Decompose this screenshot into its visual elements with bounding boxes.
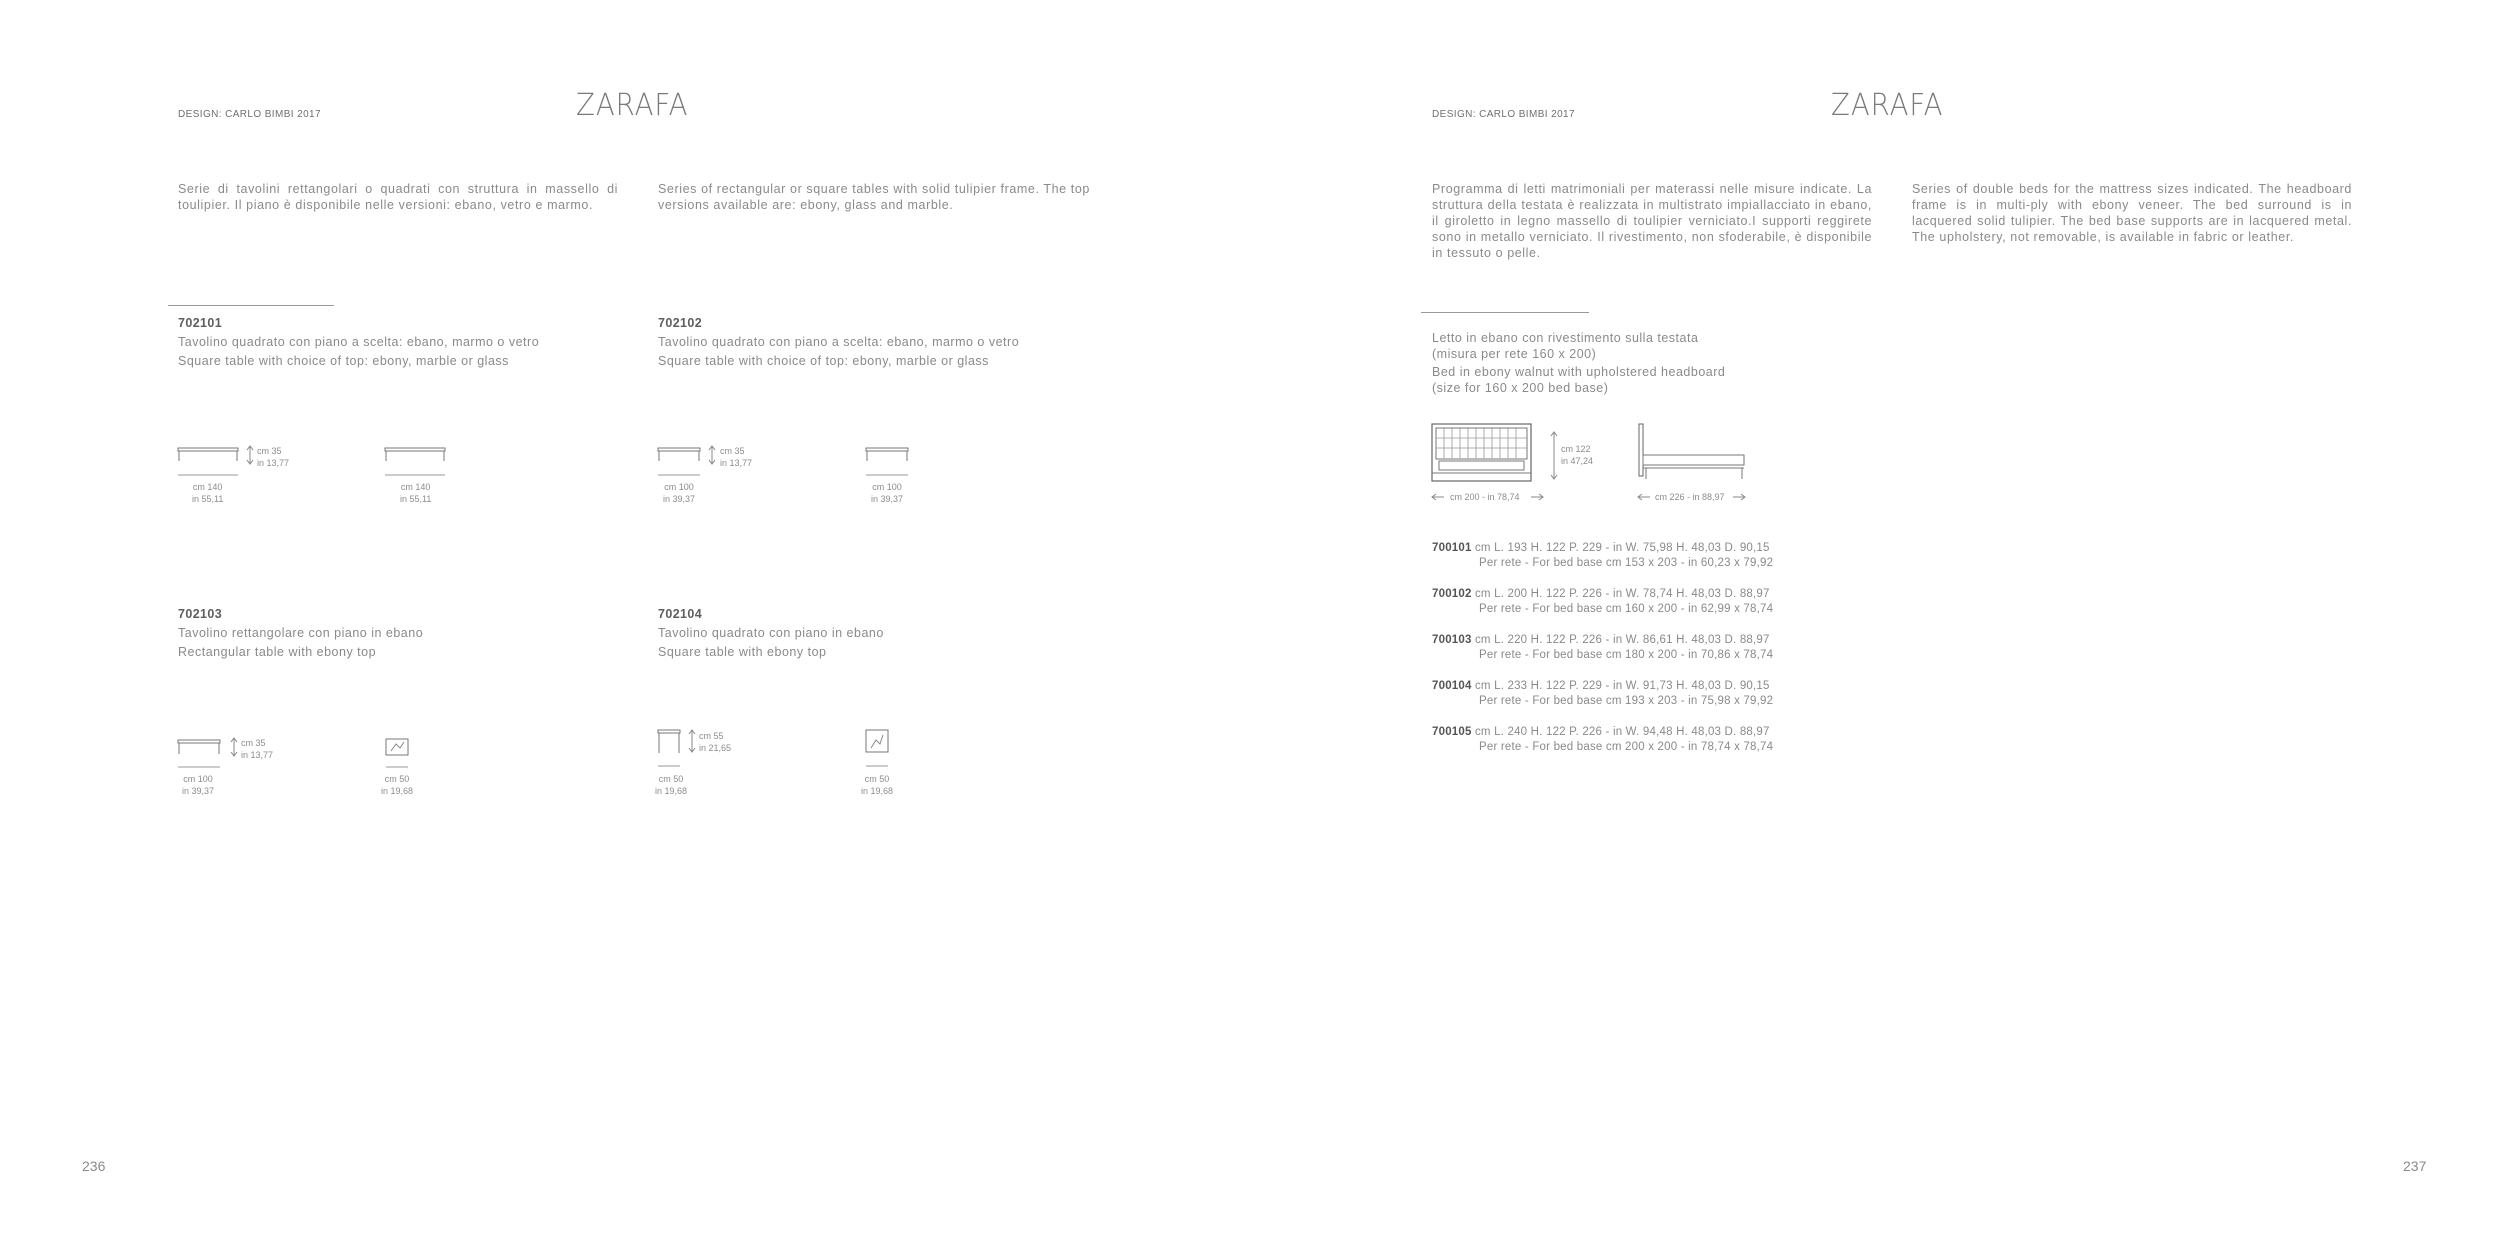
- right-intro-english: Series of double beds for the mattress sizes indicated. The headboard frame is in multi-ply with ebony veneer. The bed surround is in lacquered solid tulipier. The bed base supports are in lacquered metal. The upholstery, not removable, is available in fabric or leather.: [1912, 182, 2352, 244]
- product-code: 702102: [658, 316, 703, 330]
- bed-size-italian: (misura per rete 160 x 200): [1432, 347, 1597, 361]
- product-desc-english: Square table with choice of top: ebony, marble or glass: [658, 354, 989, 368]
- table-702103-depth: [381, 773, 413, 797]
- spec-code: 700103: [1432, 634, 1472, 646]
- arrow-left-icon: [1638, 492, 1652, 502]
- bed-height-dim: [1561, 443, 1593, 467]
- depth-cm: cm 50: [864, 774, 890, 784]
- left-collection-title: ZARAFA: [576, 88, 689, 123]
- bed-description: [1432, 330, 1725, 396]
- bed-side-drawing: [1638, 423, 1748, 485]
- spec-bed-base: Per rete - For bed base cm 200 x 200 - in 78,74 x 78,74: [1479, 741, 1774, 753]
- bed-front-width: cm 200 - in 78,74: [1450, 492, 1520, 502]
- left-design-credit: DESIGN: CARLO BIMBI 2017: [178, 109, 321, 120]
- product-desc-english: Square table with choice of top: ebony, marble or glass: [178, 354, 509, 368]
- height-in: in 47,24: [1561, 456, 1594, 466]
- table-702104-width: [655, 773, 687, 797]
- height-in: in 21,65: [699, 743, 732, 753]
- height-cm: cm 55: [699, 731, 724, 741]
- right-section-rule: [1421, 312, 1589, 313]
- height-in: in 13,77: [257, 458, 290, 468]
- width-cm: cm 50: [658, 774, 684, 784]
- bed-desc-italian: Letto in ebano con rivestimento sulla testata: [1432, 331, 1699, 345]
- table-702102-height: [720, 445, 752, 469]
- table-702104-height: [699, 730, 731, 754]
- width-cm: cm 100: [183, 774, 213, 784]
- depth-in: in 19,68: [381, 786, 414, 796]
- table-702101-height: [257, 445, 289, 469]
- bed-side-depth: cm 226 - in 88,97: [1655, 492, 1725, 502]
- depth-in: in 55,11: [400, 494, 432, 504]
- spec-code: 700102: [1432, 588, 1472, 600]
- table-702104-depth: [861, 773, 893, 797]
- spec-code: 700105: [1432, 726, 1472, 738]
- table-702101-side-drawing: [385, 442, 455, 482]
- spec-bed-base: Per rete - For bed base cm 193 x 203 - in 75,98 x 79,92: [1479, 695, 1774, 707]
- spec-row: [1432, 725, 1773, 771]
- table-702102-side-drawing: [866, 442, 916, 482]
- bed-size-english: (size for 160 x 200 bed base): [1432, 381, 1609, 395]
- table-702101-depth: [400, 481, 431, 505]
- right-intro-italian: Programma di letti matrimoniali per materassi nelle misure indicate. La struttura della testata è realizzata in multistrato impiallacciato in ebano, il giroletto in legno massello di toulipier verniciato.I supporti reggirete sono in metallo verniciato. Il rivestimento, non sfoderabile, è disponibile in tessuto o pelle.: [1432, 182, 1872, 260]
- spec-dimensions: cm L. 193 H. 122 P. 229 - in W. 75,98 H. 48,03 D. 90,15: [1474, 542, 1770, 554]
- table-702103-height: [241, 737, 273, 761]
- right-design-credit: DESIGN: CARLO BIMBI 2017: [1432, 109, 1575, 120]
- right-collection-title: ZARAFA: [1831, 88, 1944, 123]
- height-arrow-icon: [688, 730, 698, 754]
- depth-in: in 19,68: [861, 786, 894, 796]
- spec-row: [1432, 587, 1773, 633]
- width-in: in 39,37: [182, 786, 215, 796]
- product-desc-english: Square table with ebony top: [658, 645, 827, 659]
- height-cm: cm 35: [257, 446, 282, 456]
- width-cm: cm 100: [664, 482, 694, 492]
- height-cm: cm 35: [241, 738, 266, 748]
- table-702102-width: [663, 481, 695, 505]
- width-in: in 55,11: [192, 494, 224, 504]
- product-code: 702101: [178, 316, 223, 330]
- table-702104-side-drawing: [866, 728, 896, 778]
- spec-row: [1432, 633, 1773, 679]
- table-702103-width: [182, 773, 214, 797]
- width-cm: cm 140: [192, 482, 223, 492]
- height-in: in 13,77: [241, 750, 274, 760]
- table-702101-front-drawing: [178, 442, 248, 482]
- depth-in: in 39,37: [871, 494, 904, 504]
- table-702104-front-drawing: [658, 728, 688, 778]
- left-section-rule: [168, 305, 334, 306]
- product-code: 702104: [658, 607, 703, 621]
- height-arrow-icon: [246, 446, 256, 466]
- table-702103-side-drawing: [386, 736, 416, 776]
- product-702102: [658, 316, 1019, 371]
- spec-dimensions: cm L. 233 H. 122 P. 229 - in W. 91,73 H. 48,03 D. 90,15: [1474, 680, 1770, 692]
- depth-cm: cm 100: [872, 482, 902, 492]
- height-arrow-icon: [1550, 432, 1560, 482]
- product-702103: [178, 607, 423, 662]
- product-desc-italian: Tavolino quadrato con piano a scelta: ebano, marmo o vetro: [178, 335, 540, 349]
- product-desc-italian: Tavolino rettangolare con piano in ebano: [178, 626, 424, 640]
- left-page-number: 236: [82, 1158, 106, 1174]
- spec-row: [1432, 541, 1773, 587]
- height-arrow-icon: [708, 446, 718, 466]
- spec-dimensions: cm L. 220 H. 122 P. 226 - in W. 86,61 H. 48,03 D. 88,97: [1474, 634, 1770, 646]
- height-in: in 13,77: [720, 458, 753, 468]
- product-desc-italian: Tavolino quadrato con piano in ebano: [658, 626, 884, 640]
- bed-spec-list: [1432, 541, 1773, 771]
- left-intro-english: Series of rectangular or square tables with solid tulipier frame. The top versions available are: ebony, glass and marble.: [658, 182, 1090, 212]
- height-cm: cm 122: [1561, 444, 1591, 454]
- spec-bed-base: Per rete - For bed base cm 153 x 203 - in 60,23 x 79,92: [1479, 557, 1774, 569]
- bed-desc-english: Bed in ebony walnut with upholstered headboard: [1432, 365, 1726, 379]
- spec-bed-base: Per rete - For bed base cm 180 x 200 - in 70,86 x 78,74: [1479, 649, 1774, 661]
- table-702103-front-drawing: [178, 735, 228, 775]
- width-in: in 39,37: [663, 494, 696, 504]
- left-intro-italian: Serie di tavolini rettangolari o quadrati con struttura in massello di toulipier. Il piano è disponibile nelle versioni: ebano, vetro e marmo.: [178, 182, 618, 212]
- depth-cm: cm 50: [384, 774, 410, 784]
- spec-dimensions: cm L. 200 H. 122 P. 226 - in W. 78,74 H. 48,03 D. 88,97: [1474, 588, 1770, 600]
- height-cm: cm 35: [720, 446, 745, 456]
- table-702102-front-drawing: [658, 442, 708, 482]
- height-arrow-icon: [230, 738, 240, 758]
- right-page-number: 237: [2403, 1158, 2427, 1174]
- bed-front-drawing: [1431, 423, 1535, 485]
- arrow-right-icon: [1531, 492, 1545, 502]
- product-702104: [658, 607, 884, 662]
- table-702101-width: [192, 481, 223, 505]
- product-code: 702103: [178, 607, 223, 621]
- spec-row: [1432, 679, 1773, 725]
- spec-code: 700104: [1432, 680, 1472, 692]
- arrow-right-icon: [1733, 492, 1747, 502]
- spec-code: 700101: [1432, 542, 1472, 554]
- width-in: in 19,68: [655, 786, 688, 796]
- arrow-left-icon: [1432, 492, 1446, 502]
- product-desc-italian: Tavolino quadrato con piano a scelta: ebano, marmo o vetro: [658, 335, 1020, 349]
- spec-bed-base: Per rete - For bed base cm 160 x 200 - in 62,99 x 78,74: [1479, 603, 1774, 615]
- product-702101: [178, 316, 539, 371]
- spec-dimensions: cm L. 240 H. 122 P. 226 - in W. 94,48 H. 48,03 D. 88,97: [1474, 726, 1770, 738]
- depth-cm: cm 140: [400, 482, 431, 492]
- product-desc-english: Rectangular table with ebony top: [178, 645, 377, 659]
- table-702102-depth: [871, 481, 903, 505]
